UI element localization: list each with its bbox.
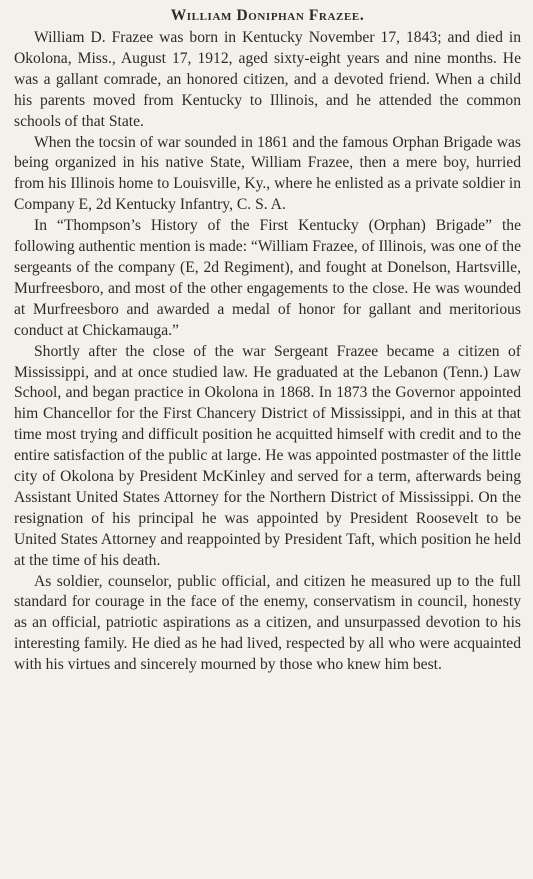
page-title: William Doniphan Frazee. bbox=[170, 7, 365, 24]
paragraph-tribute: As soldier, counselor, public official, and citizen he measured up to the full standard for courage in the face of the enemy, conservatism in council, honesty as an official, patriotic aspirations as a citizen, and unsurpassed devotion to his interesting family. He died as he had lived, respected by all who were acquainted with his virtues and sincerely mourned by those who knew him best. bbox=[14, 572, 521, 674]
paragraph-enlistment: When the tocsin of war sounded in 1861 and the famous Orphan Brigade was being organized in his native State, William Frazee, then a mere boy, hurried from his Illinois home to Louisville, Ky., where he enlisted as a private soldier in Company E, 2d Kentucky Infantry, C. S. A. bbox=[14, 133, 521, 214]
paragraph-legal-career: Shortly after the close of the war Sergeant Frazee became a citizen of Mississippi, and at once studied law. He graduated at the Lebanon (Tenn.) Law School, and began practice in Okolona in 1868. In 1873 the Governor appointed him Chancellor for the First Chancery District of Mississippi, and in this at that time most trying and difficult position he acquitted himself with credit and to the entire satisfaction of the public at large. He was appointed postmaster of the little city of Okolona by President McKinley and served for a term, afterwards being Assistant United States Attorney for the Northern District of Mississippi. On the resignation of his principal he was appointed by President Roosevelt to be United States Attorney and reappointed by President Taft, which position he held at the time of his death. bbox=[14, 342, 521, 569]
paragraph-birth-and-childhood: William D. Frazee was born in Kentucky November 17, 1843; and died in Okolona, Miss., August 17, 1912, aged sixty-eight years and nine months. He was a gallant comrade, an honored citizen, and a devoted friend. When a child his parents moved from Kentucky to Illinois, and he attended the common schools of that State. bbox=[14, 29, 521, 130]
paragraph-brigade-history-quote: In “Thompson’s History of the First Kentucky (Orphan) Brigade” the following authentic mention is made: “William Frazee, of Illinois, was one of the sergeants of the company (E, 2d Regiment), and fought at Donelson, Hartsville, Murfreesboro, and most of the other engagements to the close. He was wounded at Murfreesboro and awarded a medal of honor for gallant and meritorious conduct at Chickamauga.” bbox=[14, 217, 521, 339]
